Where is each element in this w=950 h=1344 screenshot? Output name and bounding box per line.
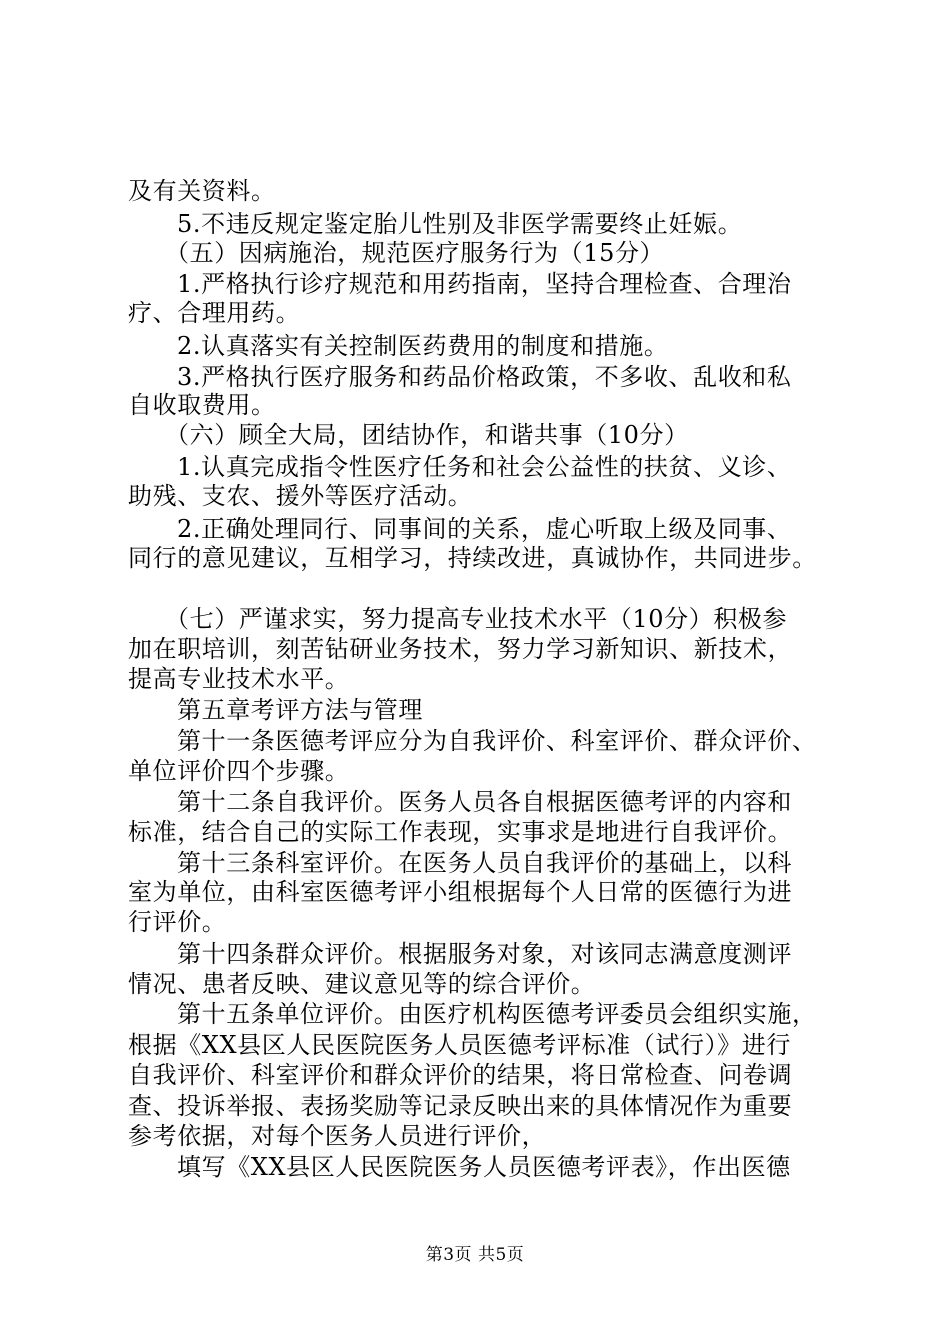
text-line: 第十四条群众评价。根据服务对象，对该同志满意度测评 — [177, 940, 792, 968]
text-line: 疗、合理用药。 — [128, 299, 301, 327]
section-heading: （七）严谨求实，努力提高专业技术水平（10分）积极参 — [165, 605, 788, 633]
section-heading: （六）顾全大局，团结协作，和谐共事（10分） — [165, 421, 689, 449]
text-line: 室为单位，由科室医德考评小组根据每个人日常的医德行为进 — [128, 878, 793, 906]
text-line: 情况、患者反映、建议意见等的综合评价。 — [128, 970, 596, 998]
text-line: 填写《XX县区人民医院医务人员医德考评表》，作出医德 — [177, 1153, 791, 1181]
text-line: 3.严格执行医疗服务和药品价格政策，不多收、乱收和私 — [177, 363, 792, 391]
text-line: 第十三条科室评价。在医务人员自我评价的基础上，以科 — [177, 849, 792, 877]
text-line: 同行的意见建议，互相学习，持续改进，真诚协作，共同进步。 — [128, 544, 817, 572]
text-line: 及有关资料。 — [128, 177, 276, 205]
text-line: 行评价。 — [128, 908, 227, 936]
text-line: 1.严格执行诊疗规范和用药指南，坚持合理检查、合理治 — [177, 270, 792, 298]
text-line: 2.正确处理同行、同事间的关系，虚心听取上级及同事、 — [177, 515, 792, 543]
text-line: 参考依据，对每个医务人员进行评价， — [128, 1122, 547, 1150]
text-line: 助残、支农、援外等医疗活动。 — [128, 482, 473, 510]
text-line: 第十五条单位评价。由医疗机构医德考评委员会组织实施， — [177, 1000, 817, 1028]
chapter-heading: 第五章考评方法与管理 — [177, 696, 423, 724]
text-line: 第十一条医德考评应分为自我评价、科室评价、群众评价、 — [177, 727, 817, 755]
page-number-footer: 第3页 共5页 — [425, 1245, 525, 1265]
text-line: 提高专业技术水平。 — [128, 665, 350, 693]
text-line: 单位评价四个步骤。 — [128, 757, 350, 785]
text-line: 第十二条自我评价。医务人员各自根据医德考评的内容和 — [177, 788, 792, 816]
section-heading: （五）因病施治，规范医疗服务行为（15分） — [165, 239, 665, 267]
text-line: 加在职培训，刻苦钻研业务技术，努力学习新知识、新技术， — [128, 635, 793, 663]
text-line: 5.不违反规定鉴定胎儿性别及非医学需要终止妊娠。 — [177, 210, 743, 238]
text-line: 1.认真完成指令性医疗任务和社会公益性的扶贫、义诊、 — [177, 453, 792, 481]
text-line: 自我评价、科室评价和群众评价的结果，将日常检查、问卷调 — [128, 1061, 793, 1089]
text-line: 查、投诉举报、表扬奖励等记录反映出来的具体情况作为重要 — [128, 1092, 793, 1120]
text-line: 自收取费用。 — [128, 391, 276, 419]
text-line: 标准，结合自己的实际工作表现，实事求是地进行自我评价。 — [128, 818, 793, 846]
text-line: 2.认真落实有关控制医药费用的制度和措施。 — [177, 332, 669, 360]
text-line: 根据《XX县区人民医院医务人员医德考评标准（试行）》进行 — [128, 1031, 791, 1059]
